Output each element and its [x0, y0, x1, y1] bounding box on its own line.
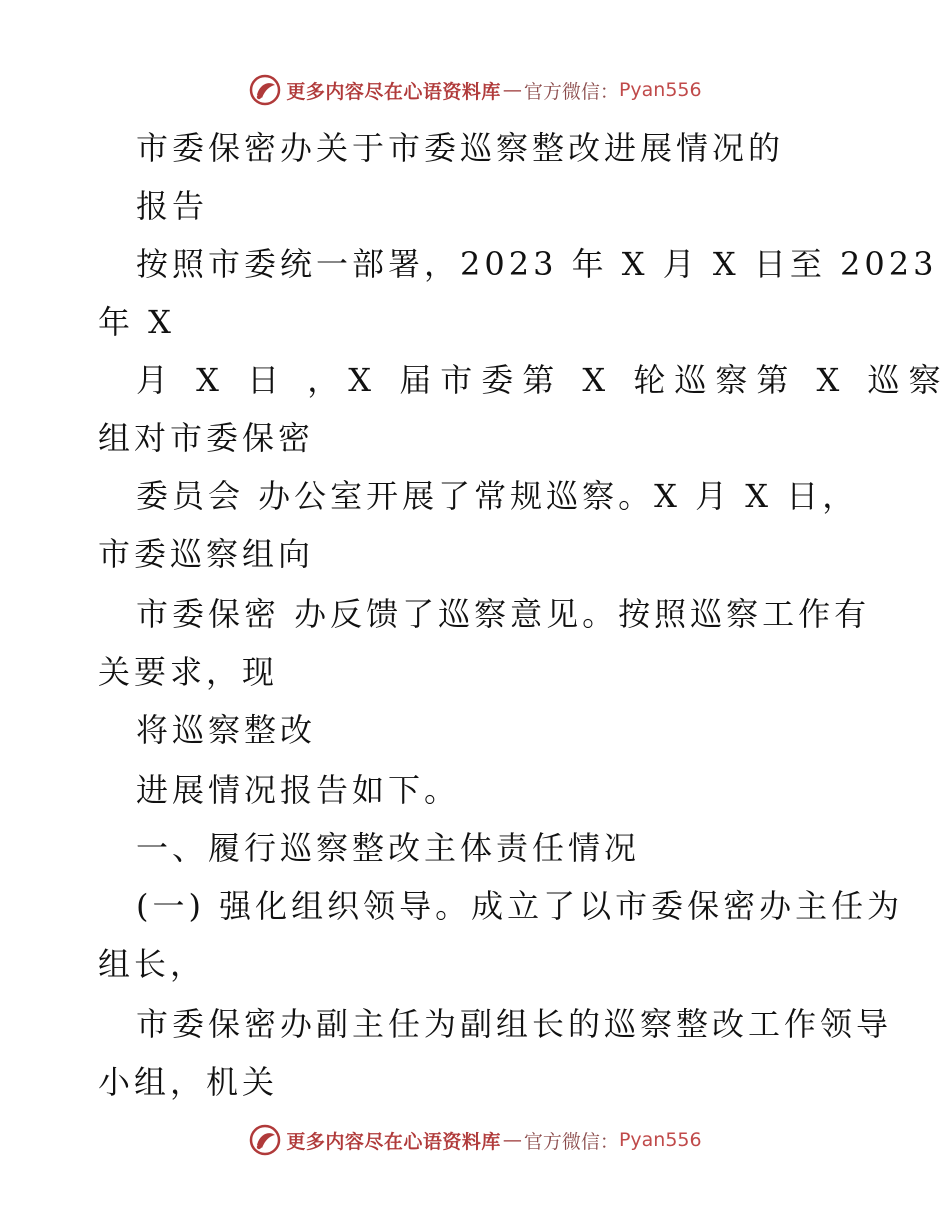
footer-official-label: 官方微信： [523, 1130, 619, 1153]
header-wechat-id: Pyan556 [618, 79, 702, 101]
paragraph-line: 进展情况报告如下。 [136, 771, 461, 809]
paragraph-line: 组对市委保密 [98, 419, 315, 457]
paragraph-line: 关要求，现 [98, 653, 279, 691]
paragraph-line: 市委保密办副主任为副组长的巡察整改工作领导 [136, 1005, 893, 1043]
header-official-label: 官方微信： [523, 80, 619, 103]
paragraph-line: 小组，机关 [98, 1063, 279, 1101]
brand-logo-icon [248, 73, 282, 107]
paragraph-line: 将巡察整改 [136, 711, 317, 749]
header-brand-text: 更多内容尽在心语资料库 [286, 80, 501, 103]
paragraph-line: (一) 强化组织领导。成立了以市委保密办主任为 [136, 887, 904, 925]
footer-wechat-id: Pyan556 [618, 1129, 702, 1151]
document-title-line-1: 市委保密办关于市委巡察整改进展情况的 [136, 129, 785, 167]
paragraph-line: 组长， [98, 945, 207, 983]
paragraph-line: 年 X [98, 303, 175, 341]
footer-dash: — [502, 1129, 522, 1151]
brand-logo-icon [248, 1123, 282, 1157]
paragraph-line: 委员会 办公室开展了常规巡察。X 月 X 日， [136, 477, 859, 515]
paragraph-line: 按照市委统一部署，2023 年 X 月 X 日至 2023 [136, 245, 938, 283]
document-title-line-2: 报告 [136, 187, 209, 225]
header-banner [0, 70, 950, 110]
section-heading: 一、履行巡察整改主体责任情况 [136, 829, 641, 867]
header-dash: — [502, 79, 522, 101]
paragraph-line: 月 X 日 ，X 届市委第 X 轮巡察第 X 巡察 [136, 361, 950, 399]
paragraph-line: 市委保密 办反馈了巡察意见。按照巡察工作有 [136, 595, 871, 633]
paragraph-line: 市委巡察组向 [98, 535, 315, 573]
footer-brand-text: 更多内容尽在心语资料库 [286, 1130, 501, 1153]
footer-banner [0, 1120, 950, 1160]
